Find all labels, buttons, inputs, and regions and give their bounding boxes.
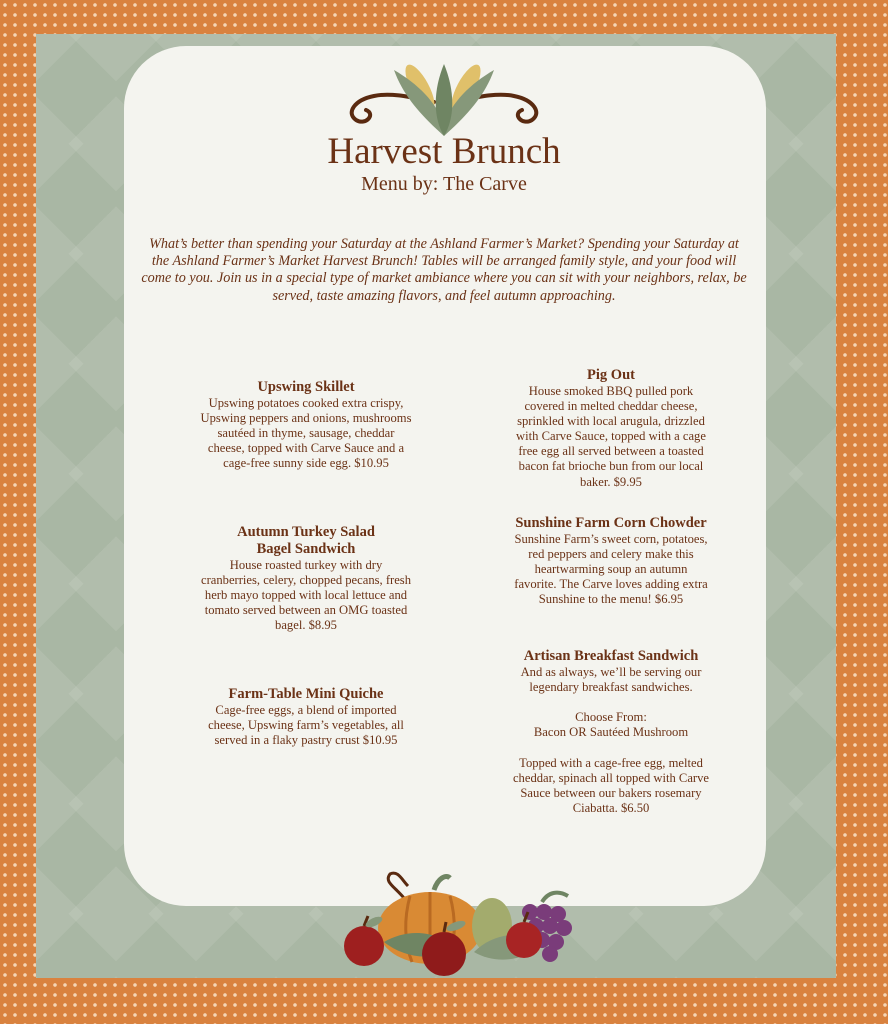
item-description: Cage-free eggs, a blend of imported cheese, Upswing farm’s vegetables, all served in a flaky pastry crust $10.95: [208, 703, 404, 748]
menu-item-corn-chowder: [480, 515, 742, 607]
menu-item-pig-out: [480, 367, 742, 490]
menu-item-mini-quiche: [164, 686, 448, 748]
page-title: Harvest Brunch: [327, 131, 561, 172]
item-name: Artisan Breakfast Sandwich: [523, 648, 699, 664]
item-description: Sunshine Farm’s sweet corn, potatoes, red peppers and celery make this heartwarming soup an autumn favorite. The Carve loves adding extra Sunshine to the menu! $6.95: [514, 532, 708, 607]
item-description: And as always, we’ll be serving our legendary breakfast sandwiches. Choose From: Bacon OR Sautéed Mushroom Topped with a cage-free egg, melted cheddar, spinach all topped with Carve Sauce between our bakers rosemary Ciabatta. $6.50: [512, 665, 710, 815]
item-name: Sunshine Farm Corn Chowder: [515, 515, 707, 531]
corn-ornament-icon: [334, 58, 554, 138]
harvest-produce-icon: [334, 868, 584, 980]
intro-paragraph: What’s better than spending your Saturday at the Ashland Farmer’s Market? Spending your Saturday at the Ashland Farmer’s Market Harvest Brunch! Tables will be arranged family style, and your food will come to you. Join us in a special type of market ambiance where you can sit with your neighbors, relax, be served, taste amazing flavors, and feel autumn approaching.: [141, 236, 747, 304]
menu-item-upswing-skillet: [164, 379, 448, 471]
item-description: House smoked BBQ pulled pork covered in melted cheddar cheese, sprinkled with local arugula, drizzled with Carve Sauce, topped with a cage free egg all served between a toasted bacon fat brioche bun from our local baker. $9.95: [516, 384, 706, 489]
item-description: Upswing potatoes cooked extra crispy, Upswing peppers and onions, mushrooms sautéed in thyme, sausage, cheddar cheese, topped with Carve Sauce and a cage-free sunny side egg. $10.95: [200, 396, 412, 471]
page-subtitle: Menu by: The Carve: [361, 173, 527, 195]
menu-item-breakfast-sandwich: [480, 648, 742, 816]
menu-item-turkey-sandwich: [164, 524, 448, 633]
item-name: Farm-Table Mini Quiche: [228, 686, 384, 702]
item-name: Upswing Skillet: [257, 379, 355, 395]
item-name: Pig Out: [587, 367, 635, 383]
item-description: House roasted turkey with dry cranberries, celery, chopped pecans, fresh herb mayo topped with local lettuce and tomato served between an OMG toasted bagel. $8.95: [200, 558, 412, 633]
item-name: Autumn Turkey Salad Bagel Sandwich: [237, 524, 375, 557]
